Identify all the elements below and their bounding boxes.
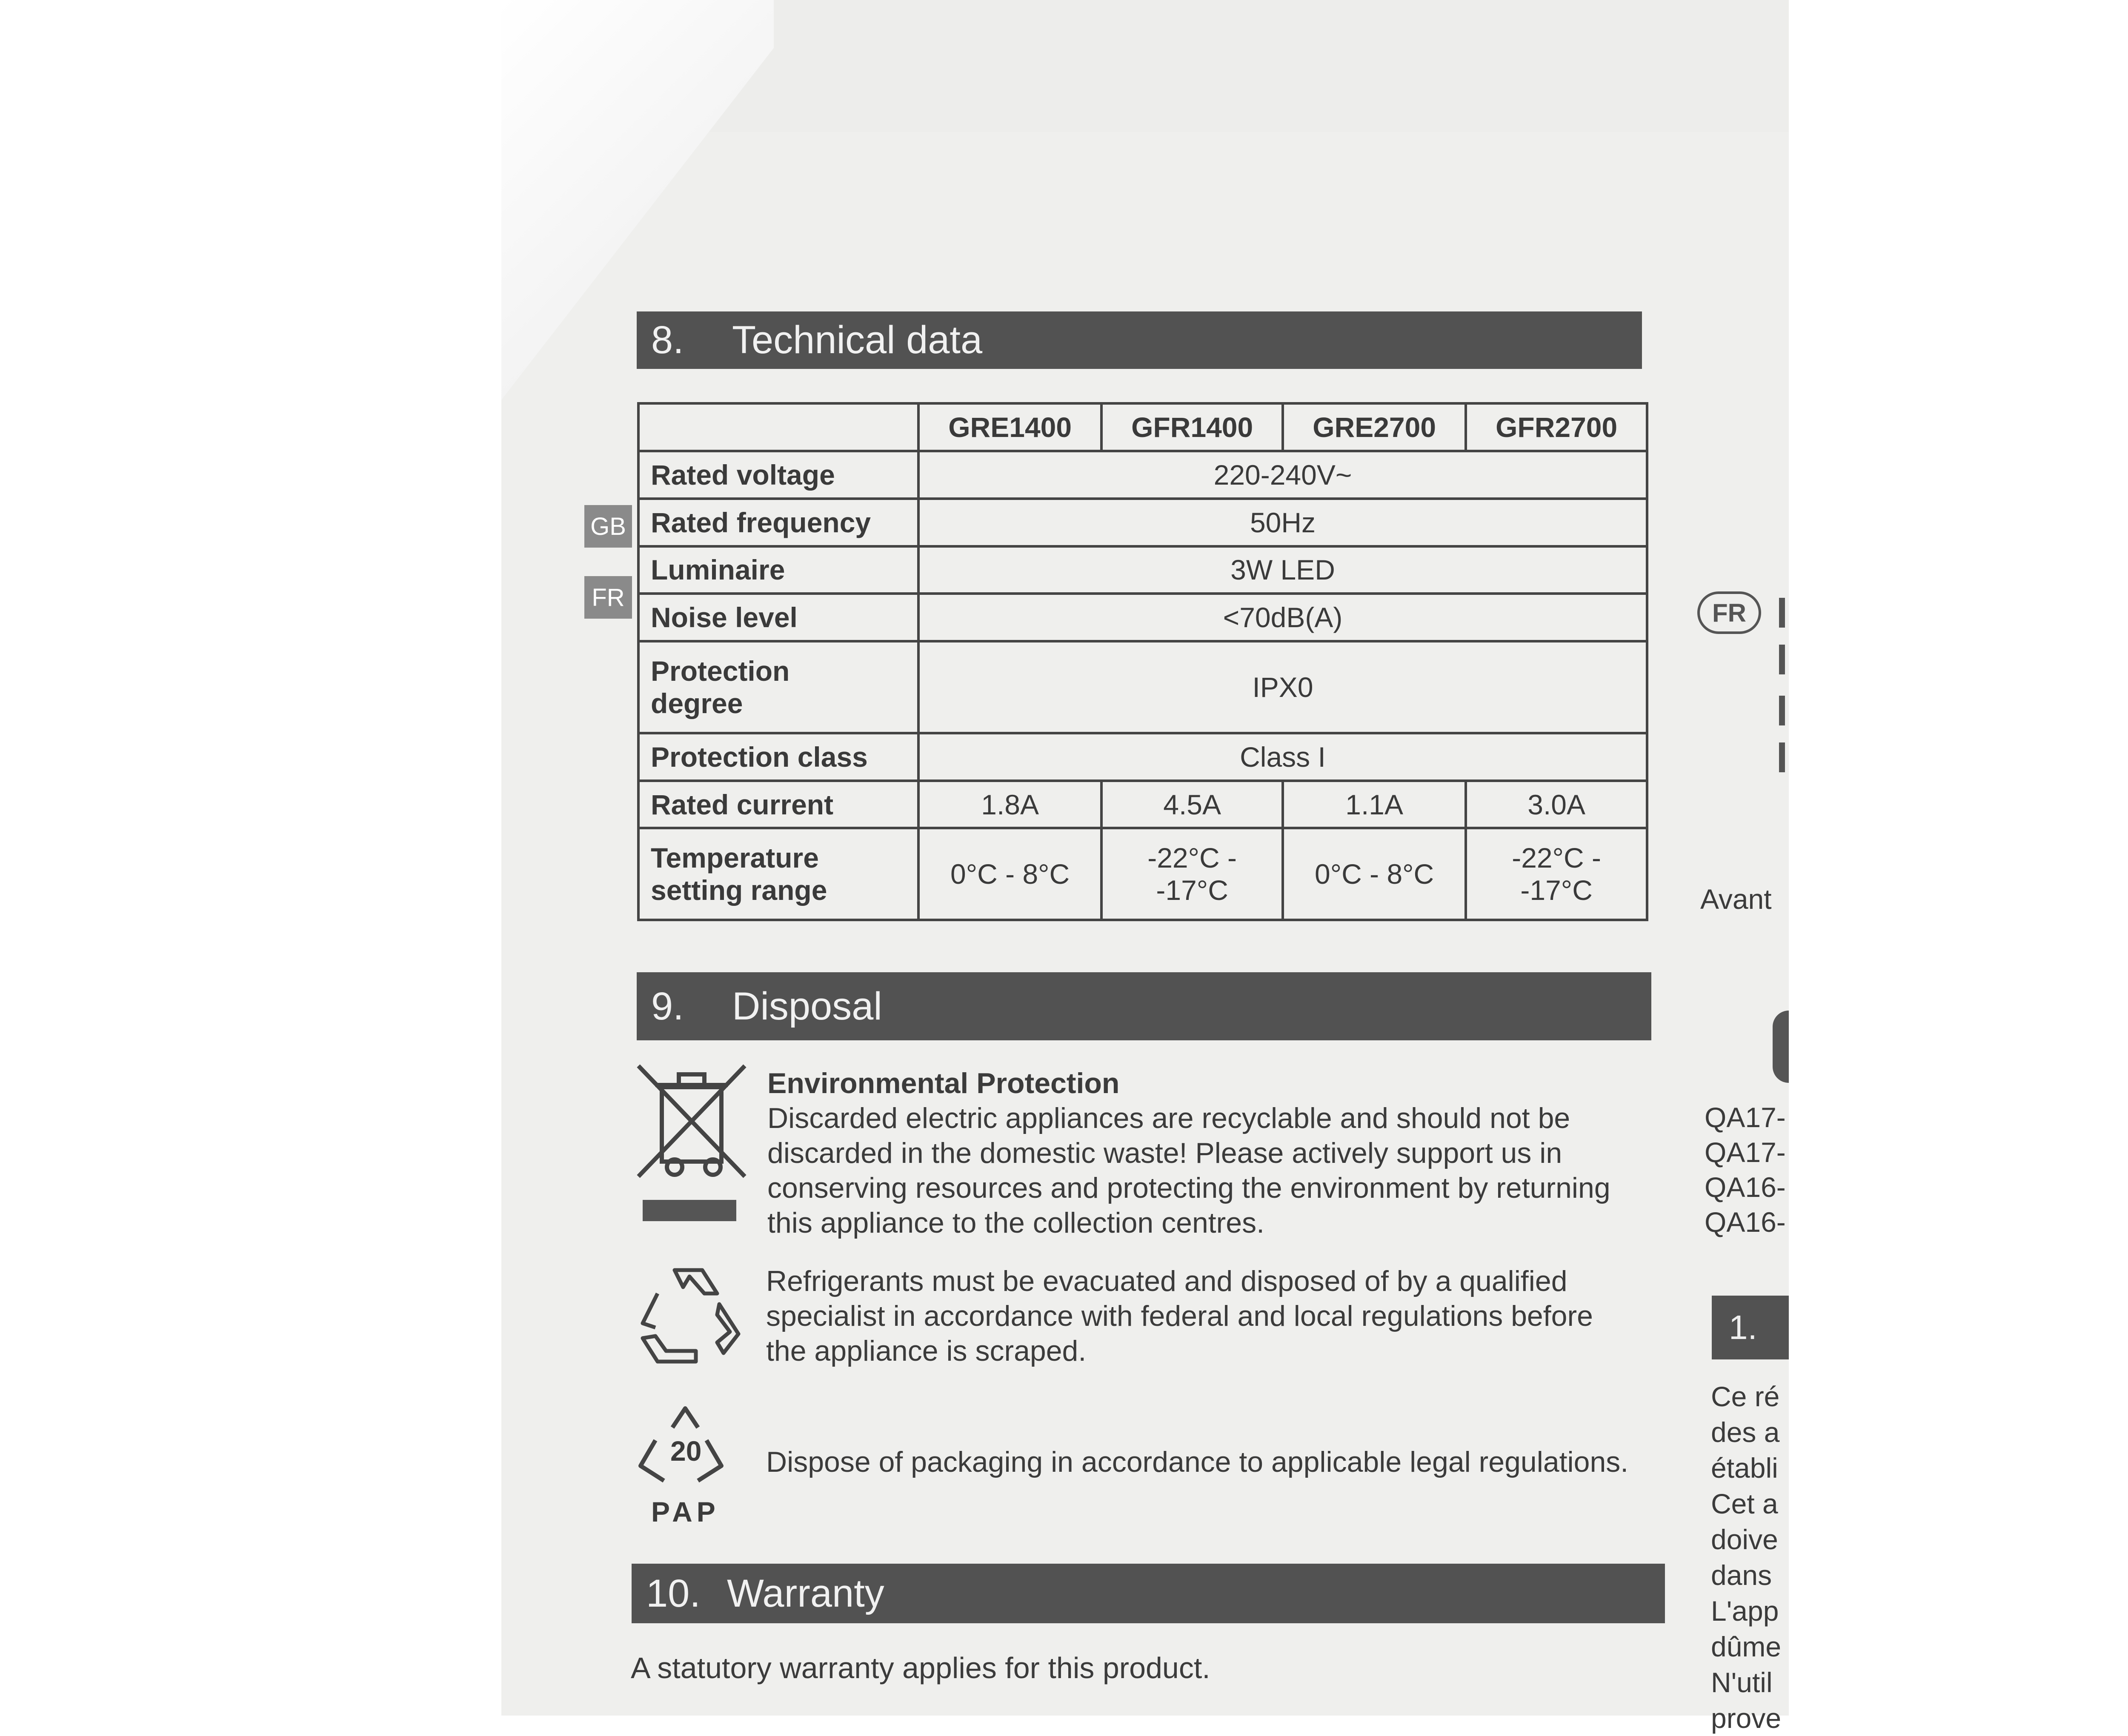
row-value: 50Hz	[918, 499, 1647, 546]
text-line: prove	[1711, 1702, 1782, 1734]
row-value	[1466, 828, 1647, 920]
table-row	[638, 451, 1647, 499]
table-row	[638, 641, 1647, 733]
cut-off-mark	[1779, 598, 1785, 628]
table-header-row	[638, 403, 1647, 451]
value-line: 0°C - 8°C	[950, 858, 1070, 890]
pap-number: 20	[670, 1435, 702, 1467]
text-line: dans	[1711, 1559, 1772, 1591]
row-label: Protection class	[638, 733, 918, 781]
row-label: Luminaire	[638, 546, 918, 594]
section-banner-disposal	[637, 972, 1651, 1040]
text-line: this appliance to the collection centres.	[767, 1207, 1265, 1239]
row-value: Class I	[918, 733, 1647, 781]
packaging-text: Dispose of packaging in accordance to applicable legal regulations.	[766, 1446, 1629, 1478]
environmental-protection-heading: Environmental Protection	[767, 1067, 1120, 1099]
crossed-bin-icon	[634, 1062, 749, 1228]
table-row	[638, 828, 1647, 920]
french-body-text	[1711, 1379, 1781, 1736]
french-section-banner: 1.	[1712, 1296, 1789, 1359]
row-value: <70dB(A)	[918, 594, 1647, 641]
row-value: 3.0A	[1466, 781, 1647, 828]
row-value: 220-240V~	[918, 451, 1647, 499]
text-line: doive	[1711, 1524, 1778, 1555]
row-label: Noise level	[638, 594, 918, 641]
value-line: -17°C	[1520, 874, 1593, 906]
section-banner-warranty	[632, 1564, 1665, 1623]
row-value	[918, 828, 1101, 920]
recycling-icon	[632, 1264, 747, 1366]
french-language-badge: FR	[1697, 591, 1761, 634]
table-corner-cell	[638, 403, 918, 451]
cut-off-circle-mark	[1773, 1011, 1789, 1083]
model-code: QA17-	[1705, 1136, 1786, 1168]
model-header: GRE2700	[1283, 403, 1466, 451]
row-label: Rated voltage	[638, 451, 918, 499]
row-value	[1101, 828, 1283, 920]
text-line: N'util	[1711, 1667, 1773, 1698]
french-avant-text: Avant	[1700, 883, 1772, 915]
row-label-line: degree	[651, 687, 743, 719]
row-value: 1.8A	[918, 781, 1101, 828]
text-line: conserving resources and protecting the environment by returning	[767, 1172, 1610, 1204]
section-title: Technical data	[732, 318, 983, 362]
value-line: 0°C - 8°C	[1315, 858, 1434, 890]
section-banner-technical-data	[637, 311, 1642, 369]
section-title: Disposal	[732, 984, 882, 1028]
pap-label: PAP	[651, 1496, 720, 1528]
language-tag-gb: GB	[584, 505, 632, 548]
language-tag-fr: FR	[584, 576, 632, 619]
section-number: 10.	[646, 1571, 701, 1615]
cut-off-mark	[1779, 645, 1785, 674]
row-label-line: Temperature	[651, 842, 819, 874]
model-code: QA16-	[1705, 1206, 1786, 1238]
refrigerant-text	[766, 1264, 1593, 1368]
model-code: QA16-	[1705, 1171, 1786, 1203]
row-label: Rated current	[638, 781, 918, 828]
model-header: GRE1400	[918, 403, 1101, 451]
cut-off-mark	[1779, 696, 1785, 725]
value-line: -22°C -	[1512, 842, 1602, 874]
row-label-line: Protection	[651, 655, 790, 687]
row-label-line: setting range	[651, 874, 827, 906]
text-line: des a	[1711, 1416, 1780, 1448]
text-line: specialist in accordance with federal and local regulations before	[766, 1300, 1593, 1332]
table-row	[638, 733, 1647, 781]
value-line: -22°C -	[1147, 842, 1237, 874]
model-code: QA17-	[1705, 1102, 1786, 1133]
model-header: GFR2700	[1466, 403, 1647, 451]
row-value	[1283, 828, 1466, 920]
environmental-protection-text	[767, 1066, 1610, 1240]
table-row	[638, 499, 1647, 546]
table-row	[638, 546, 1647, 594]
row-value: 1.1A	[1283, 781, 1466, 828]
row-label	[638, 641, 918, 733]
row-label: Rated frequency	[638, 499, 918, 546]
technical-data-table	[637, 402, 1648, 921]
right-background	[1789, 0, 2128, 1716]
section-number: 8.	[651, 318, 684, 362]
text-line: L'app	[1711, 1595, 1779, 1627]
section-number: 9.	[651, 984, 684, 1028]
section-title: Warranty	[727, 1571, 884, 1615]
row-value: 4.5A	[1101, 781, 1283, 828]
model-header: GFR1400	[1101, 403, 1283, 451]
text-line: dûme	[1711, 1631, 1782, 1662]
row-value: 3W LED	[918, 546, 1647, 594]
text-line: Ce ré	[1711, 1381, 1780, 1412]
warranty-text: A statutory warranty applies for this product.	[631, 1651, 1210, 1685]
text-line: discarded in the domestic waste! Please actively support us in	[767, 1137, 1562, 1169]
cut-off-mark	[1779, 742, 1785, 772]
row-value: IPX0	[918, 641, 1647, 733]
table-row	[638, 594, 1647, 641]
text-line: Refrigerants must be evacuated and disposed of by a qualified	[766, 1265, 1567, 1297]
value-line: -17°C	[1156, 874, 1228, 906]
text-line: the appliance is scraped.	[766, 1335, 1087, 1367]
french-model-codes	[1705, 1100, 1786, 1239]
text-line: Cet a	[1711, 1488, 1778, 1519]
text-line: Discarded electric appliances are recyclable and should not be	[767, 1102, 1570, 1134]
row-label	[638, 828, 918, 920]
table-row	[638, 781, 1647, 828]
text-line: établi	[1711, 1452, 1778, 1484]
